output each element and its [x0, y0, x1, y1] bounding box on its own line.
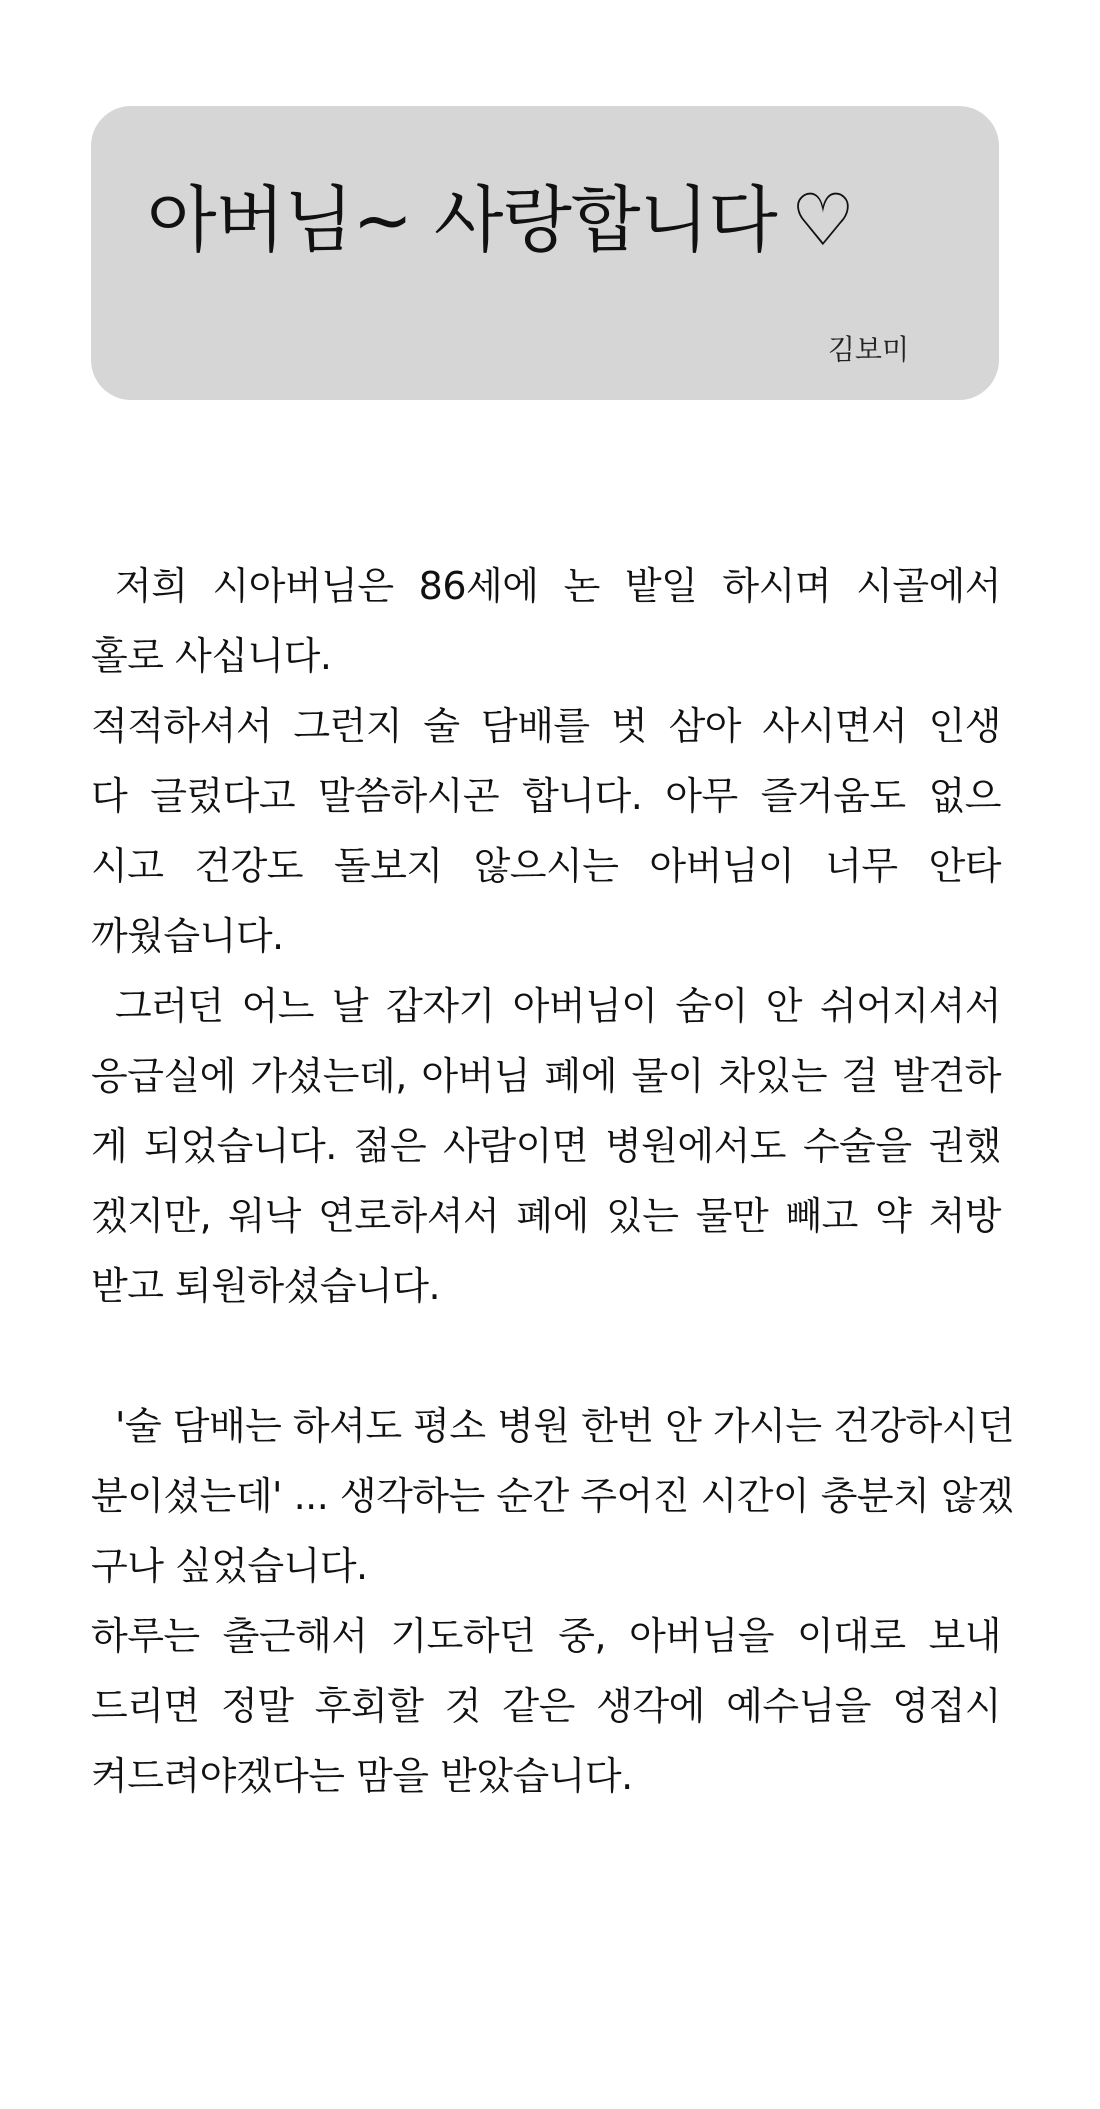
paragraph-line: 홀로 사십니다. — [91, 634, 332, 678]
paragraph-line: 분이셨는데' ... 생각하는 순간 주어진 시간이 충분치 않겠 — [91, 1474, 1014, 1518]
paragraph-line: 저희 시아버님은 86세에 논 밭일 하시며 시골에서 — [115, 564, 1001, 608]
paragraph-line: 하루는 출근해서 기도하던 중, 아버님을 이대로 보내 — [91, 1614, 1001, 1658]
paragraph-line: 드리면 정말 후회할 것 같은 생각에 예수님을 영접시 — [91, 1684, 1001, 1728]
paragraph-line: 켜드려야겠다는 맘을 받았습니다. — [91, 1754, 633, 1798]
paragraph-line: 응급실에 가셨는데, 아버님 폐에 물이 차있는 걸 발견하 — [91, 1054, 1001, 1098]
paragraph-line: 다 글렀다고 말씀하시곤 합니다. 아무 즐거움도 없으 — [91, 774, 1001, 818]
paragraph-line: 시고 건강도 돌보지 않으시는 아버님이 너무 안타 — [91, 844, 1001, 888]
paragraph-line: 게 되었습니다. 젊은 사람이면 병원에서도 수술을 권했 — [91, 1124, 1001, 1168]
paragraph-line: 겠지만, 워낙 연로하셔서 폐에 있는 물만 빼고 약 처방 — [91, 1194, 1001, 1238]
heart-icon: ♡ — [790, 178, 855, 262]
page-title — [147, 178, 855, 262]
paragraph-line: 까웠습니다. — [91, 914, 284, 958]
title-label: 아버님~ 사랑합니다 — [147, 178, 777, 262]
article-body — [91, 551, 1015, 1811]
paragraph-line: '술 담배는 하셔도 평소 병원 한번 안 가시는 건강하시던 — [115, 1404, 1015, 1448]
paragraph-line: 구나 싶었습니다. — [91, 1544, 368, 1588]
paragraph-line: 받고 퇴원하셨습니다. — [91, 1264, 441, 1308]
author-name: 김보미 — [827, 333, 909, 366]
title-card — [91, 106, 999, 400]
paragraph-line: 적적하셔서 그런지 술 담배를 벗 삼아 사시면서 인생 — [91, 704, 1001, 748]
paragraph-line: 그러던 어느 날 갑자기 아버님이 숨이 안 쉬어지셔서 — [115, 984, 1001, 1028]
paragraph-spacer — [91, 1321, 1001, 1391]
